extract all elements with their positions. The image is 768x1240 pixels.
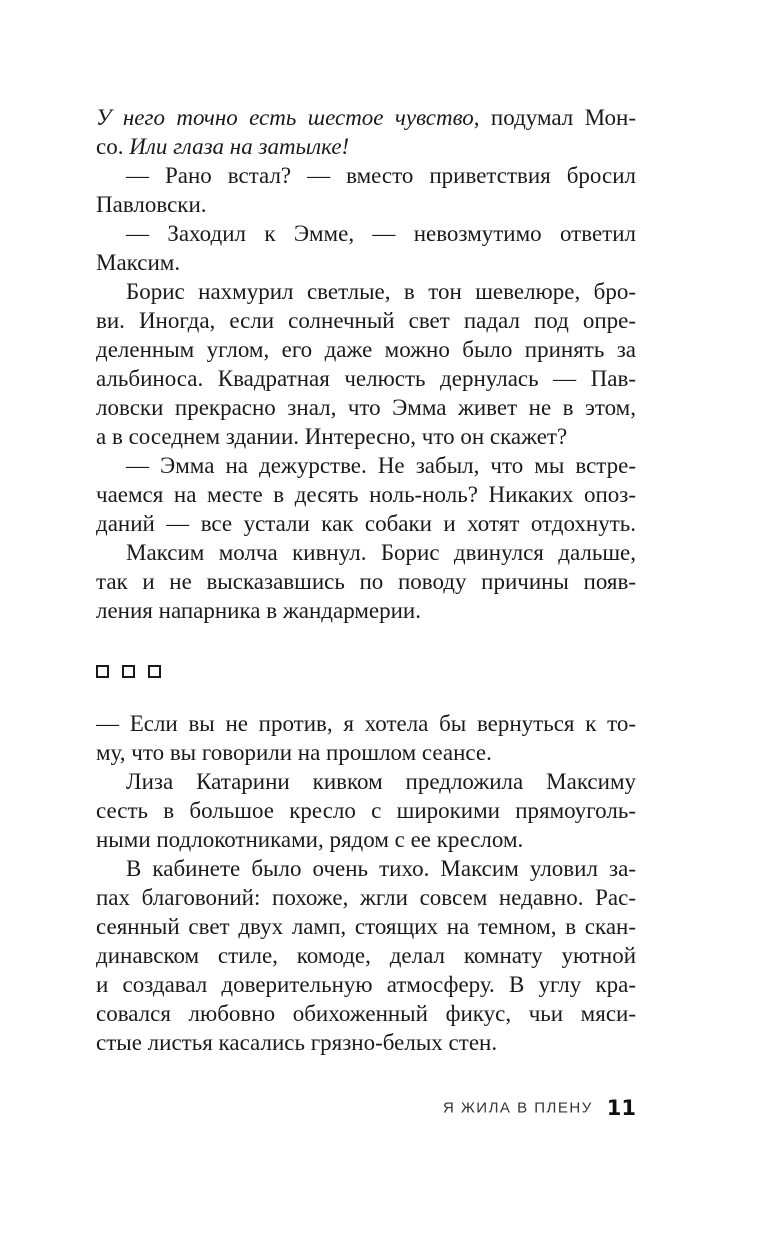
running-title: Я ЖИЛА В ПЛЕНУ xyxy=(442,1099,593,1117)
text-line: ви. Иногда, если солнечный свет падал под опре- xyxy=(96,308,636,333)
text-line: деленным углом, его даже можно было принять за xyxy=(96,337,636,362)
text-line xyxy=(96,103,636,132)
text-line: и создавал доверительную атмосферу. В углу кра- xyxy=(96,972,636,997)
text-fragment: со. xyxy=(96,134,130,159)
text-line: стые листья касались грязно-белых стен. xyxy=(96,1030,498,1055)
text-line: ными подлокотниками, рядом с ее креслом. xyxy=(96,827,524,852)
text-line: даний — все устали как собаки и хотят отдохнуть. xyxy=(96,511,636,536)
text-line: динавском стиле, комоде, делал комнату уютной xyxy=(96,943,636,968)
text-line: Лиза Катарини кивком предложила Максиму xyxy=(126,769,636,794)
text-line: Павловски. xyxy=(96,192,207,217)
text-line: альбиноса. Квадратная челюсть дернулась — Пав- xyxy=(96,366,636,391)
page-body xyxy=(96,103,636,1057)
square-ornament-icon xyxy=(148,665,161,678)
italic-thought: У него точно есть шестое чувство xyxy=(96,105,474,130)
text-line: Максим молча кивнул. Борис двинулся дальше, xyxy=(126,540,636,565)
text-line: ловски прекрасно знал, что Эмма живет не в этом, xyxy=(96,395,636,420)
text-line xyxy=(96,132,636,161)
page-footer xyxy=(0,1096,636,1120)
text-line: пах благовоний: похоже, жгли совсем недавно. Рас- xyxy=(96,885,636,910)
text-line: — Заходил к Эмме, — невозмутимо ответил xyxy=(126,221,636,246)
text-line: му, что вы говорили на прошлом сеансе. xyxy=(96,740,492,765)
text-line: ления напарника в жандармерии. xyxy=(96,598,421,623)
italic-thought: Или глаза на затылке! xyxy=(129,134,350,159)
text-line: Борис нахмурил светлые, в тон шевелюре, бро- xyxy=(126,279,636,304)
section-separator xyxy=(96,656,636,686)
text-line: сесть в большое кресло с широкими прямоуголь- xyxy=(96,798,636,823)
text-fragment: , подумал Мон- xyxy=(473,105,636,130)
text-line: В кабинете было очень тихо. Максим уловил за- xyxy=(126,856,636,881)
text-line: — Рано встал? — вместо приветствия бросил xyxy=(126,163,636,188)
square-ornament-icon xyxy=(96,665,109,678)
text-line: совался любовно обихоженный фикус, чьи мяси- xyxy=(96,1001,636,1026)
text-line: — Если вы не против, я хотела бы вернуться к то- xyxy=(96,711,636,736)
text-line: Максим. xyxy=(96,250,181,275)
text-line: а в соседнем здании. Интересно, что он скажет? xyxy=(96,424,568,449)
text-line: сеянный свет двух ламп, стоящих на темном, в скан- xyxy=(96,914,636,939)
text-line: — Эмма на дежурстве. Не забыл, что мы встре- xyxy=(126,453,636,478)
square-ornament-icon xyxy=(122,665,135,678)
text-line: чаемся на месте в десять ноль-ноль? Никаких опоз- xyxy=(96,482,636,507)
page-number: 11 xyxy=(606,1096,636,1120)
text-line: так и не высказавшись по поводу причины появ- xyxy=(96,569,636,594)
